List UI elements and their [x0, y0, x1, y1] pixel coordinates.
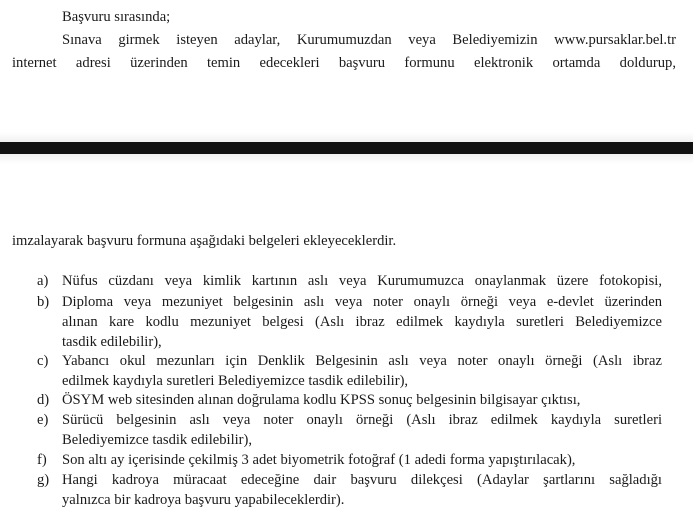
- paragraph-1-line-1: Sınava girmek isteyen adaylar, Kurumumuzdan veya Belediyemizin www.pursaklar.bel.tr: [62, 32, 676, 48]
- page-edge-shadow: [0, 154, 693, 164]
- list-item-text: Son altı ay içerisinde çekilmiş 3 adet biyometrik fotoğraf (1 adedi forma yapıştırılacak),: [62, 452, 576, 468]
- list-item-text: Diploma veya mezuniyet belgesinin aslı veya noter onaylı örneği veya e-devlet üzerinden: [62, 294, 662, 310]
- list-item-text: edilmek kaydıyla suretleri Belediyemizce tasdik edilebilir),: [62, 373, 409, 389]
- page-edge-shadow: [0, 132, 693, 142]
- section-title: Başvuru sırasında;: [62, 9, 171, 25]
- list-item-label: f): [37, 452, 47, 468]
- list-item-label: g): [37, 472, 50, 488]
- list-item-text: ÖSYM web sitesinden alınan doğrulama kodlu KPSS sonuç belgesinin bilgisayar çıktısı,: [62, 392, 581, 408]
- list-item-text: yalnızca bir kadroya başvuru yapabileceklerdir).: [62, 492, 345, 508]
- list-item-text: Yabancı okul mezunları için Denklik Belgesinin aslı veya noter onaylı örneği (Aslı ibraz: [62, 353, 662, 369]
- list-item-text: Belediyemizce tasdik edilebilir),: [62, 432, 253, 448]
- list-item-label: d): [37, 392, 50, 408]
- list-item-label: e): [37, 412, 49, 428]
- list-item-text: tasdik edilebilir),: [62, 334, 162, 350]
- list-item-text: Nüfus cüzdanı veya kimlik kartının aslı veya Kurumumuzca onaylanmak üzere fotokopisi,: [62, 273, 662, 289]
- page-break-bar: [0, 142, 693, 154]
- paragraph-1-line-2: internet adresi üzerinden temin edecekleri başvuru formunu elektronik ortamda doldurup,: [12, 55, 676, 71]
- list-item-text: Sürücü belgesinin aslı veya noter onaylı örneği (Aslı ibraz edilmek kaydıyla suretleri: [62, 412, 662, 428]
- list-item-text: alınan kare kodlu mezuniyet belgesi (Aslı ibraz edilmek kaydıyla suretleri Belediyemizce: [62, 314, 662, 330]
- list-item-label: c): [37, 353, 49, 369]
- paragraph-2-line: imzalayarak başvuru formuna aşağıdaki belgeleri ekleyeceklerdir.: [12, 233, 397, 249]
- list-item-label: b): [37, 294, 50, 310]
- list-item-text: Hangi kadroya müracaat edeceğine dair başvuru dilekçesi (Adaylar şartlarını sağladığı: [62, 472, 662, 488]
- list-item-label: a): [37, 273, 49, 289]
